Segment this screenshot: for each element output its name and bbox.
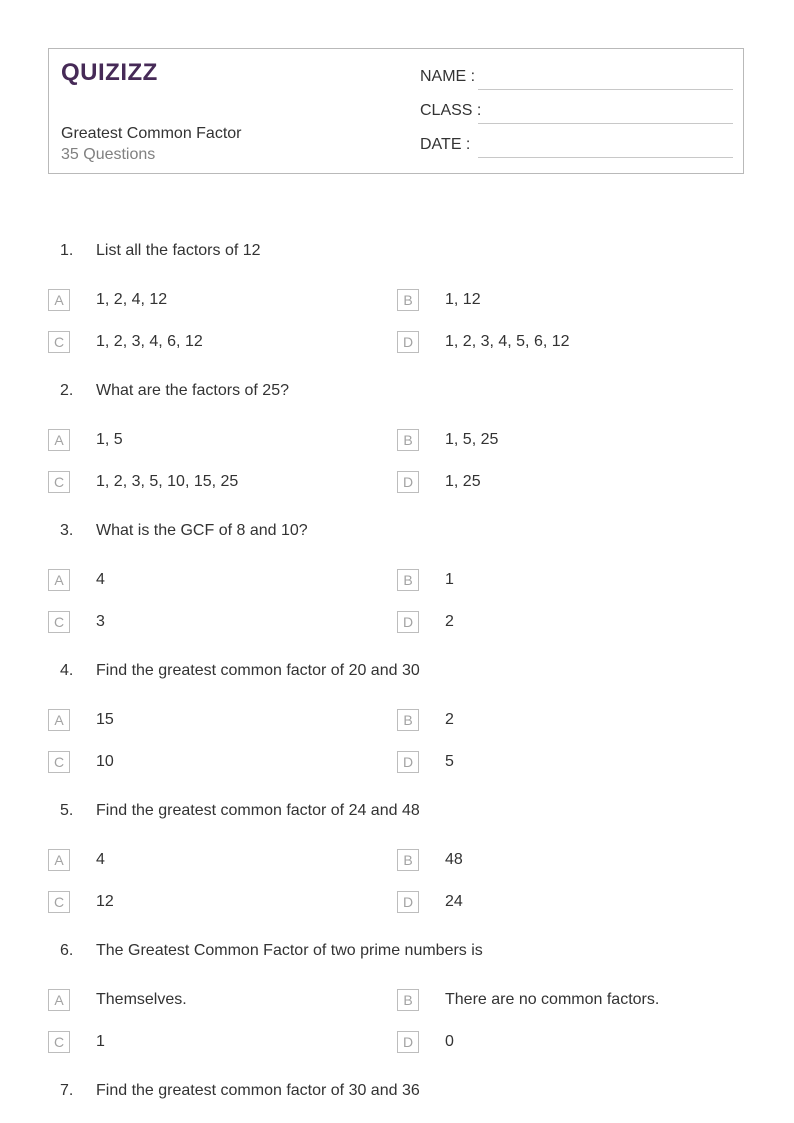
question-number: 6. bbox=[60, 942, 74, 959]
question-number: 2. bbox=[60, 382, 74, 399]
option-b-text: 1 bbox=[445, 571, 454, 588]
option-c-box: C bbox=[48, 471, 70, 493]
question-2 bbox=[0, 382, 794, 502]
option-d-box: D bbox=[397, 331, 419, 353]
option-b-text: 1, 5, 25 bbox=[445, 431, 499, 448]
class-line bbox=[478, 123, 733, 124]
option-d-box: D bbox=[397, 1031, 419, 1053]
date-label: DATE : bbox=[420, 136, 471, 153]
option-d-box: D bbox=[397, 751, 419, 773]
option-b-box: B bbox=[397, 429, 419, 451]
option-a-text: 15 bbox=[96, 711, 114, 728]
question-number: 4. bbox=[60, 662, 74, 679]
option-d-text: 2 bbox=[445, 613, 454, 630]
option-a-text: 1, 5 bbox=[96, 431, 123, 448]
option-c-text: 12 bbox=[96, 893, 114, 910]
question-text: Find the greatest common factor of 20 and 30 bbox=[96, 662, 420, 679]
worksheet-title: Greatest Common Factor bbox=[61, 125, 242, 142]
option-d-text: 0 bbox=[445, 1033, 454, 1050]
option-b-text: 2 bbox=[445, 711, 454, 728]
option-a-text: 1, 2, 4, 12 bbox=[96, 291, 168, 308]
option-b-text: 1, 12 bbox=[445, 291, 481, 308]
option-d-box: D bbox=[397, 891, 419, 913]
question-3 bbox=[0, 522, 794, 642]
option-c-text: 1 bbox=[96, 1033, 105, 1050]
question-text: What is the GCF of 8 and 10? bbox=[96, 522, 308, 539]
option-a-box: A bbox=[48, 289, 70, 311]
option-b-text: 48 bbox=[445, 851, 463, 868]
option-c-text: 1, 2, 3, 4, 6, 12 bbox=[96, 333, 203, 350]
option-c-text: 3 bbox=[96, 613, 105, 630]
option-b-box: B bbox=[397, 849, 419, 871]
option-d-box: D bbox=[397, 611, 419, 633]
worksheet-header bbox=[48, 48, 744, 174]
option-a-text: Themselves. bbox=[96, 991, 187, 1008]
question-count: 35 Questions bbox=[61, 146, 156, 163]
option-a-text: 4 bbox=[96, 571, 105, 588]
option-c-box: C bbox=[48, 331, 70, 353]
option-d-text: 1, 2, 3, 4, 5, 6, 12 bbox=[445, 333, 570, 350]
question-6 bbox=[0, 942, 794, 1062]
option-b-box: B bbox=[397, 569, 419, 591]
option-c-text: 10 bbox=[96, 753, 114, 770]
question-number: 5. bbox=[60, 802, 74, 819]
option-d-text: 5 bbox=[445, 753, 454, 770]
question-number: 7. bbox=[60, 1082, 74, 1099]
question-text: The Greatest Common Factor of two prime numbers is bbox=[96, 942, 483, 959]
option-c-box: C bbox=[48, 611, 70, 633]
option-b-box: B bbox=[397, 709, 419, 731]
option-a-box: A bbox=[48, 429, 70, 451]
question-7 bbox=[0, 1082, 794, 1106]
option-a-box: A bbox=[48, 569, 70, 591]
option-b-box: B bbox=[397, 289, 419, 311]
question-5 bbox=[0, 802, 794, 922]
name-line bbox=[478, 89, 733, 90]
option-b-box: B bbox=[397, 989, 419, 1011]
option-d-box: D bbox=[397, 471, 419, 493]
question-number: 3. bbox=[60, 522, 74, 539]
class-label: CLASS : bbox=[420, 102, 482, 119]
name-label: NAME : bbox=[420, 68, 476, 85]
option-a-box: A bbox=[48, 849, 70, 871]
option-c-box: C bbox=[48, 751, 70, 773]
option-a-box: A bbox=[48, 709, 70, 731]
option-d-text: 1, 25 bbox=[445, 473, 481, 490]
option-a-box: A bbox=[48, 989, 70, 1011]
option-c-text: 1, 2, 3, 5, 10, 15, 25 bbox=[96, 473, 239, 490]
quizizz-logo: QUIZIZZ bbox=[61, 59, 158, 86]
question-text: Find the greatest common factor of 30 and 36 bbox=[96, 1082, 420, 1099]
question-text: Find the greatest common factor of 24 and 48 bbox=[96, 802, 420, 819]
date-line bbox=[478, 157, 733, 158]
option-c-box: C bbox=[48, 891, 70, 913]
question-4 bbox=[0, 662, 794, 782]
question-1 bbox=[0, 242, 794, 362]
option-b-text: There are no common factors. bbox=[445, 991, 660, 1008]
option-a-text: 4 bbox=[96, 851, 105, 868]
question-text: List all the factors of 12 bbox=[96, 242, 261, 259]
question-text: What are the factors of 25? bbox=[96, 382, 289, 399]
option-d-text: 24 bbox=[445, 893, 463, 910]
question-number: 1. bbox=[60, 242, 74, 259]
option-c-box: C bbox=[48, 1031, 70, 1053]
